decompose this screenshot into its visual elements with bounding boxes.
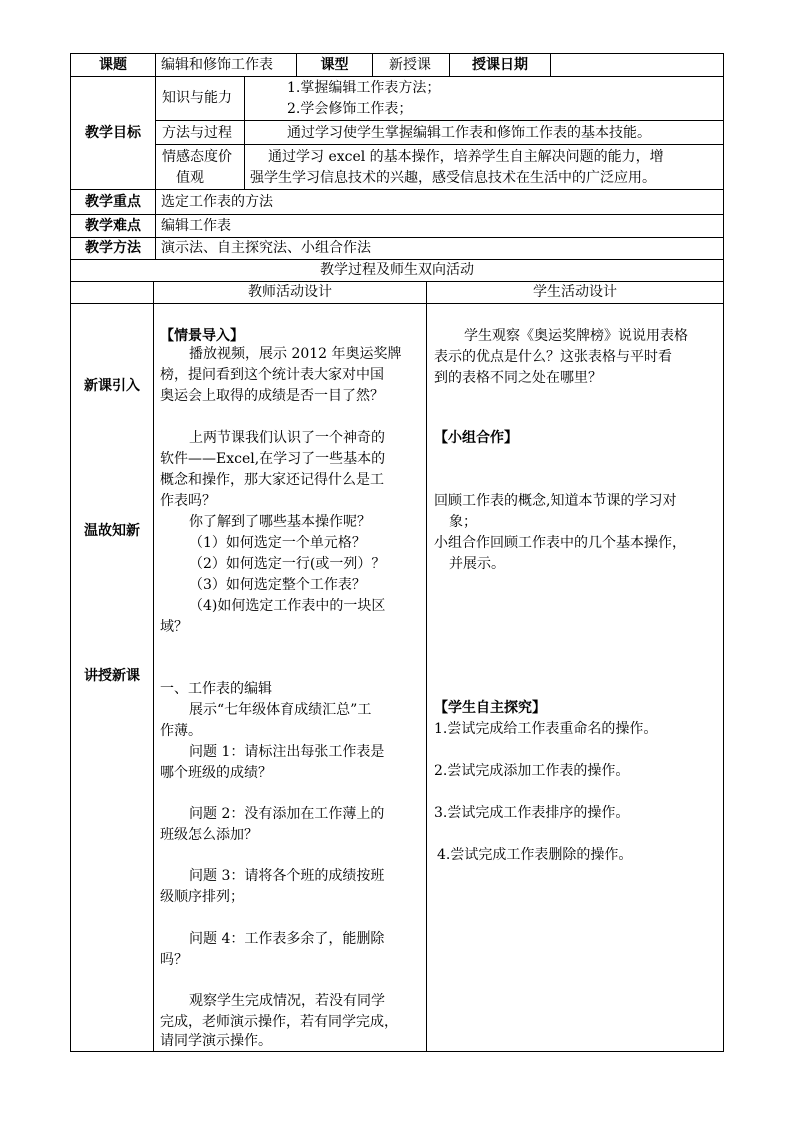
method-process-value: 通过学习使学生掌握编辑工作表和修饰工作表的基本技能。	[287, 125, 651, 141]
teacher-intro-head: 【情景导入】	[160, 328, 244, 344]
student-explore-item: 4.尝试完成工作表删除的操作。	[437, 847, 633, 863]
teacher-review-line: 软件——Excel,在学习了一些基本的	[160, 451, 386, 467]
teacher-observe-line: 完成，老师演示操作，若有同学完成，	[160, 1014, 398, 1030]
process-title: 教学过程及师生双向活动	[320, 262, 474, 278]
teacher-question: 问题 4：工作表多余了，能删除	[189, 931, 385, 947]
student-intro-line: 表示的优点是什么？这张表格与平时看	[434, 349, 672, 365]
teacher-review-line: 作表吗？	[160, 493, 216, 509]
student-review-line: 回顾工作表的概念,知道本节课的学习对	[434, 493, 677, 509]
hline-top	[70, 53, 724, 54]
emotion-label-2: 值观	[176, 170, 204, 186]
hline-goals	[70, 189, 724, 190]
hline-col-headers	[70, 303, 724, 304]
goals-label: 教学目标	[85, 125, 141, 141]
hline-method	[155, 144, 724, 145]
focus-label: 教学重点	[85, 194, 141, 210]
student-group-head: 【小组合作】	[434, 430, 518, 446]
teacher-review-line: 你了解到了哪些基本操作呢？	[189, 514, 371, 530]
topic-value: 编辑和修饰工作表	[161, 57, 273, 73]
vline-h5	[550, 53, 551, 77]
date-label: 授课日期	[472, 57, 528, 73]
knowledge-item-2: 2.学会修饰工作表；	[287, 101, 413, 117]
focus-value: 选定工作表的方法	[161, 194, 273, 210]
emotion-value-2: 强学生学习信息技术的兴趣，感受信息技术在生活中的广泛应用。	[250, 170, 656, 186]
topic-label: 课题	[99, 57, 127, 73]
vline-goals-sub	[244, 76, 245, 190]
difficulty-label: 教学难点	[85, 218, 141, 234]
emotion-label-1: 情感态度价	[162, 149, 232, 165]
teacher-review-question: （2）如何选定一行(或一列）？	[189, 556, 386, 572]
teacher-question: 问题 2：没有添加在工作薄上的	[189, 806, 385, 822]
vline-teacher-student	[426, 281, 427, 1052]
border-right	[723, 53, 724, 1052]
vline-stage	[153, 281, 154, 1052]
hline-knowledge	[155, 120, 724, 121]
teacher-question: 问题 1：请标注出每张工作表是	[189, 744, 385, 760]
teacher-question: 哪个班级的成绩？	[160, 765, 272, 781]
difficulty-value: 编辑工作表	[161, 218, 231, 234]
teacher-review-question: （4)如何选定工作表中的一块区	[189, 598, 386, 614]
student-explore-item: 3.尝试完成工作表排序的操作。	[434, 805, 630, 821]
student-intro-line: 学生观察《奥运奖牌榜》说说用表格	[464, 328, 688, 344]
knowledge-item-1: 1.掌握编辑工作表方法；	[287, 80, 441, 96]
hline-focus	[70, 214, 724, 215]
teaching-method-value: 演示法、自主探究法、小组合作法	[161, 240, 371, 256]
teaching-method-label: 教学方法	[85, 240, 141, 256]
teacher-review-line: 概念和操作，那大家还记得什么是工	[160, 472, 384, 488]
student-review-line: 并展示。	[449, 556, 505, 572]
method-process-label: 方法与过程	[162, 125, 232, 141]
type-value: 新授课	[389, 57, 431, 73]
student-explore-item: 2.尝试完成添加工作表的操作。	[434, 763, 630, 779]
student-explore-item: 1.尝试完成给工作表重命名的操作。	[434, 721, 658, 737]
vline-h1	[155, 53, 156, 77]
type-label: 课型	[320, 57, 349, 73]
border-bottom	[70, 1051, 724, 1052]
teacher-teach-line: 展示“七年级体育成绩汇总”工	[189, 702, 372, 718]
teacher-intro-line: 奥运会上取得的成绩是否一目了然？	[160, 388, 384, 404]
teacher-teach-head: 一、工作表的编辑	[160, 681, 272, 697]
student-column-header: 学生活动设计	[533, 284, 617, 300]
teacher-column-header: 教师活动设计	[248, 284, 332, 300]
teacher-review-question: 域？	[160, 619, 188, 635]
student-review-line: 小组合作回顾工作表中的几个基本操作，	[434, 535, 686, 551]
teacher-review-line: 上两节课我们认识了一个神奇的	[189, 430, 385, 446]
teacher-question: 级顺序排列；	[160, 889, 244, 905]
vline-goals-left	[155, 76, 156, 260]
teacher-question: 班级怎么添加？	[160, 827, 258, 843]
teacher-intro-line: 播放视频，展示 2012 年奥运奖牌	[189, 346, 402, 362]
vline-h3	[372, 53, 373, 77]
teacher-intro-line: 榜，提问看到这个统计表大家对中国	[160, 367, 384, 383]
stage-teach: 讲授新课	[84, 668, 140, 684]
teacher-question: 吗？	[160, 952, 188, 968]
student-intro-line: 到的表格不同之处在哪里？	[434, 370, 602, 386]
stage-intro: 新课引入	[84, 378, 140, 394]
emotion-value-1: 通过学习 excel 的基本操作，培养学生自主解决问题的能力，增	[268, 149, 664, 165]
teacher-teach-line: 作薄。	[160, 723, 202, 739]
teacher-question: 问题 3：请将各个班的成绩按班	[189, 868, 385, 884]
stage-review: 温故知新	[84, 523, 140, 539]
student-review-line: 象；	[449, 514, 477, 530]
teacher-review-question: （3）如何选定整个工作表？	[189, 577, 366, 593]
teacher-observe-line: 观察学生完成情况，若没有同学	[189, 993, 385, 1009]
knowledge-label: 知识与能力	[162, 90, 232, 106]
hline-header	[70, 76, 724, 77]
teacher-observe-line: 请同学演示操作。	[160, 1033, 272, 1049]
teacher-review-question: （1）如何选定一个单元格？	[189, 535, 366, 551]
student-explore-head: 【学生自主探究】	[434, 700, 546, 716]
